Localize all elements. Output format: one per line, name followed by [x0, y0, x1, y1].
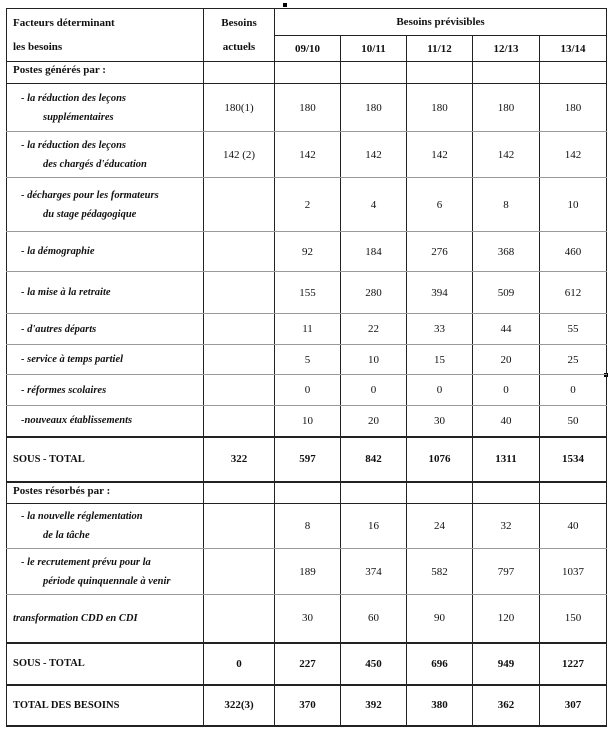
besoin-actuel-cell: [204, 406, 275, 437]
total-value: 1227: [540, 643, 607, 685]
value-cell: 44: [473, 314, 540, 345]
row-label-line1: - d'autres départs: [21, 323, 97, 335]
value-cell: 40: [473, 406, 540, 437]
total-value: 450: [341, 643, 407, 685]
empty-cell: [540, 62, 607, 84]
row-label-line1: - réformes scolaires: [21, 384, 107, 396]
value-cell: 55: [540, 314, 607, 345]
scan-mark-top: [283, 3, 287, 7]
value-cell: 30: [407, 406, 473, 437]
value-cell: 24: [407, 504, 473, 549]
besoin-actuel-cell: 142 (2): [204, 132, 275, 178]
total-label: SOUS - TOTAL: [7, 437, 204, 482]
row-label-line2: du stage pédagogique: [43, 208, 137, 220]
value-cell: 180: [540, 84, 607, 132]
row-label-line1: - le recrutement prévu pour la: [21, 556, 151, 568]
value-cell: 33: [407, 314, 473, 345]
empty-cell: [407, 482, 473, 504]
total-value: 949: [473, 643, 540, 685]
value-cell: 32: [473, 504, 540, 549]
value-cell: 368: [473, 232, 540, 272]
row-label-line1: - la réduction des leçons: [21, 92, 126, 104]
total-value: 307: [540, 685, 607, 726]
header-year: 12/13: [473, 36, 540, 62]
besoin-actuel-cell: [204, 232, 275, 272]
total-actuel: 322(3): [204, 685, 275, 726]
besoin-actuel-cell: [204, 272, 275, 314]
row-label-line1: - la mise à la retraite: [21, 287, 111, 298]
besoin-actuel-cell: [204, 178, 275, 232]
value-cell: 25: [540, 345, 607, 375]
value-cell: 0: [407, 375, 473, 406]
header-factors-line2: les besoins: [13, 41, 63, 53]
table-row: [7, 178, 607, 232]
total-label: TOTAL DES BESOINS: [7, 685, 204, 726]
empty-cell: [473, 62, 540, 84]
empty-cell: [540, 482, 607, 504]
total-value: 392: [341, 685, 407, 726]
table-row: [7, 345, 607, 375]
besoin-actuel-cell: [204, 595, 275, 643]
row-label-line1: transformation CDD en CDI: [13, 612, 138, 624]
value-cell: 142: [473, 132, 540, 178]
value-cell: 4: [341, 178, 407, 232]
total-value: 842: [341, 437, 407, 482]
total-row: [7, 643, 607, 685]
section-generes-title: Postes générés par :: [7, 62, 204, 84]
total-value: 1076: [407, 437, 473, 482]
empty-cell: [473, 482, 540, 504]
value-cell: 40: [540, 504, 607, 549]
value-cell: 8: [473, 178, 540, 232]
row-label: [7, 84, 204, 132]
value-cell: 10: [540, 178, 607, 232]
row-label: [7, 232, 204, 272]
value-cell: 92: [275, 232, 341, 272]
row-label: [7, 314, 204, 345]
value-cell: 142: [341, 132, 407, 178]
header-year: 11/12: [407, 36, 473, 62]
value-cell: 276: [407, 232, 473, 272]
row-label-line1: - la nouvelle réglementation: [21, 511, 143, 522]
value-cell: 10: [275, 406, 341, 437]
header-besoins-line1: Besoins: [221, 17, 257, 29]
besoin-actuel-cell: [204, 375, 275, 406]
table-row: [7, 84, 607, 132]
row-label: [7, 178, 204, 232]
empty-cell: [341, 482, 407, 504]
total-value: 1534: [540, 437, 607, 482]
total-row: [7, 685, 607, 726]
empty-cell: [275, 62, 341, 84]
section-resorbes-title: Postes résorbés par :: [7, 482, 204, 504]
total-value: 380: [407, 685, 473, 726]
value-cell: 22: [341, 314, 407, 345]
header-year: 10/11: [341, 36, 407, 62]
table-row: [7, 406, 607, 437]
total-value: 696: [407, 643, 473, 685]
value-cell: 120: [473, 595, 540, 643]
value-cell: 180: [407, 84, 473, 132]
empty-cell: [204, 482, 275, 504]
value-cell: 797: [473, 549, 540, 595]
row-label-line1: - décharges pour les formateurs: [21, 189, 159, 201]
table-row: [7, 314, 607, 345]
row-label-line2: des chargés d'éducation: [43, 158, 147, 170]
value-cell: 142: [407, 132, 473, 178]
row-label-line1: - la réduction des leçons: [21, 139, 126, 151]
empty-cell: [204, 62, 275, 84]
value-cell: 5: [275, 345, 341, 375]
value-cell: 180: [473, 84, 540, 132]
row-label: [7, 504, 204, 549]
value-cell: 30: [275, 595, 341, 643]
header-factors: [7, 9, 204, 62]
table-row: [7, 595, 607, 643]
header-besoins-line2: actuels: [222, 41, 256, 53]
table-row: [7, 232, 607, 272]
row-label-line1: -nouveaux établissements: [21, 415, 133, 427]
value-cell: 15: [407, 345, 473, 375]
total-label: SOUS - TOTAL: [7, 643, 204, 685]
value-cell: 10: [341, 345, 407, 375]
value-cell: 0: [540, 375, 607, 406]
table-row: [7, 132, 607, 178]
value-cell: 460: [540, 232, 607, 272]
header-besoins-previsibles: Besoins prévisibles: [275, 9, 607, 36]
value-cell: 184: [341, 232, 407, 272]
value-cell: 60: [341, 595, 407, 643]
total-value: 362: [473, 685, 540, 726]
value-cell: 189: [275, 549, 341, 595]
row-label: [7, 375, 204, 406]
value-cell: 50: [540, 406, 607, 437]
total-actuel: 0: [204, 643, 275, 685]
row-label: [7, 549, 204, 595]
value-cell: 155: [275, 272, 341, 314]
table-row: [7, 549, 607, 595]
row-label: [7, 406, 204, 437]
value-cell: 8: [275, 504, 341, 549]
value-cell: 374: [341, 549, 407, 595]
total-value: 370: [275, 685, 341, 726]
value-cell: 90: [407, 595, 473, 643]
row-label-line2: supplémentaires: [43, 111, 114, 123]
value-cell: 509: [473, 272, 540, 314]
total-value: 1311: [473, 437, 540, 482]
total-row: [7, 437, 607, 482]
besoin-actuel-cell: 180(1): [204, 84, 275, 132]
table-row: [7, 272, 607, 314]
header-besoins-actuels: [204, 9, 275, 62]
value-cell: 11: [275, 314, 341, 345]
value-cell: 6: [407, 178, 473, 232]
value-cell: 16: [341, 504, 407, 549]
value-cell: 180: [341, 84, 407, 132]
total-value: 227: [275, 643, 341, 685]
value-cell: 2: [275, 178, 341, 232]
empty-cell: [407, 62, 473, 84]
value-cell: 1037: [540, 549, 607, 595]
besoin-actuel-cell: [204, 314, 275, 345]
value-cell: 0: [473, 375, 540, 406]
value-cell: 280: [341, 272, 407, 314]
header-year: 13/14: [540, 36, 607, 62]
table-row: [7, 504, 607, 549]
row-label-line1: - la démographie: [21, 246, 95, 257]
header-year: 09/10: [275, 36, 341, 62]
row-label-line1: - service à temps partiel: [21, 354, 124, 365]
besoin-actuel-cell: [204, 504, 275, 549]
value-cell: 582: [407, 549, 473, 595]
row-label: [7, 272, 204, 314]
value-cell: 150: [540, 595, 607, 643]
empty-cell: [275, 482, 341, 504]
empty-cell: [341, 62, 407, 84]
besoin-actuel-cell: [204, 345, 275, 375]
value-cell: 180: [275, 84, 341, 132]
value-cell: 20: [341, 406, 407, 437]
value-cell: 142: [540, 132, 607, 178]
row-label: [7, 595, 204, 643]
total-actuel: 322: [204, 437, 275, 482]
header-factors-line1: Facteurs déterminant: [13, 17, 115, 29]
value-cell: 20: [473, 345, 540, 375]
row-label-line2: de la tâche: [43, 530, 90, 541]
row-label: [7, 345, 204, 375]
value-cell: 612: [540, 272, 607, 314]
value-cell: 0: [341, 375, 407, 406]
value-cell: 0: [275, 375, 341, 406]
row-label: [7, 132, 204, 178]
row-label-line2: période quinquennale à venir: [43, 575, 171, 587]
total-value: 597: [275, 437, 341, 482]
table-row: [7, 375, 607, 406]
value-cell: 394: [407, 272, 473, 314]
besoins-table: [6, 8, 607, 727]
value-cell: 142: [275, 132, 341, 178]
besoin-actuel-cell: [204, 549, 275, 595]
